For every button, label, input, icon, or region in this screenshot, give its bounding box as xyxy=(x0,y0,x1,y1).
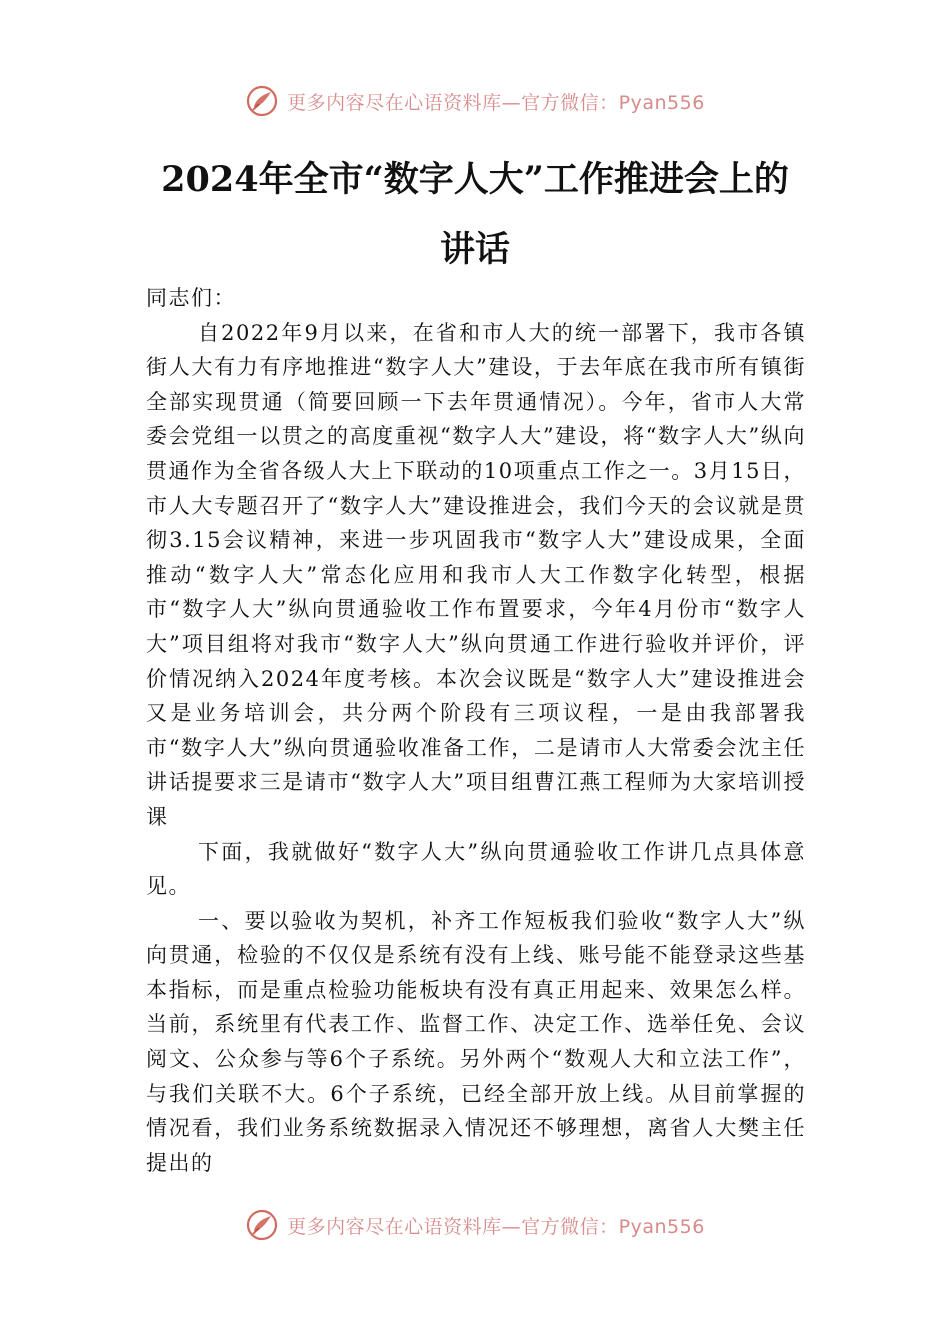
document-title-line1: 2024年全市“数字人大”工作推进会上的 xyxy=(161,159,789,200)
paragraph-1: 自2022年9月以来，在省和市人大的统一部署下，我市各镇街人大有力有序地推进“数字人大”建设，于去年底在我市所有镇街全部实现贯通（简要回顾一下去年贯通情况）。今年，省市人大常委会党组一以贯之的高度重视“数字人大”建设，将“数字人大”纵向贯通作为全省各级人大上下联动的10项重点工作之一。3月15日，市人大专题召开了“数字人大”建设推进会，我们今天的会议就是贯彻3.15会议精神，来进一步巩固我市“数字人大”建设成果，全面推动“数字人大”常态化应用和我市人大工作数字化转型，根据市“数字人大”纵向贯通验收工作布置要求，今年4月份市“数字人大”项目组将对我市“数字人大”纵向贯通工作进行验收并评价，评价情况纳入2024年度考核。本次会议既是“数字人大”建设推进会又是业务培训会，共分两个阶段有三项议程，一是由我部署我市“数字人大”纵向贯通验收准备工作，二是请市人大常委会沈主任讲话提要求三是请市“数字人大”项目组曹江燕工程师为大家培训授课 xyxy=(146,320,806,829)
document-title-line2: 讲话 xyxy=(439,229,510,270)
watermark-text: 更多内容尽在心语资料库—官方微信：Pyan556 xyxy=(287,91,705,114)
document-body xyxy=(146,281,806,1180)
watermark-logo-icon xyxy=(245,84,279,118)
greeting: 同志们： xyxy=(146,286,236,310)
watermark-logo-icon xyxy=(245,1208,279,1242)
paragraph-2: 下面，我就做好“数字人大”纵向贯通验收工作讲几点具体意见。 xyxy=(146,839,806,899)
paragraph-3: 一、要以验收为契机，补齐工作短板我们验收“数字人大”纵向贯通，检验的不仅仅是系统有没有上线、账号能不能登录这些基本指标，而是重点检验功能板块有没有真正用起来、效果怎么样。当前，系统里有代表工作、监督工作、决定工作、选举任免、会议阅文、公众参与等6个子系统。另外两个“数观人大和立法工作”，与我们关联不大。6个子系统，已经全部开放上线。从目前掌握的情况看，我们业务系统数据录入情况还不够理想，离省人大樊主任提出的 xyxy=(146,908,806,1175)
header-watermark xyxy=(0,84,950,118)
footer-watermark xyxy=(0,1208,950,1242)
watermark-text: 更多内容尽在心语资料库—官方微信：Pyan556 xyxy=(287,1215,705,1238)
